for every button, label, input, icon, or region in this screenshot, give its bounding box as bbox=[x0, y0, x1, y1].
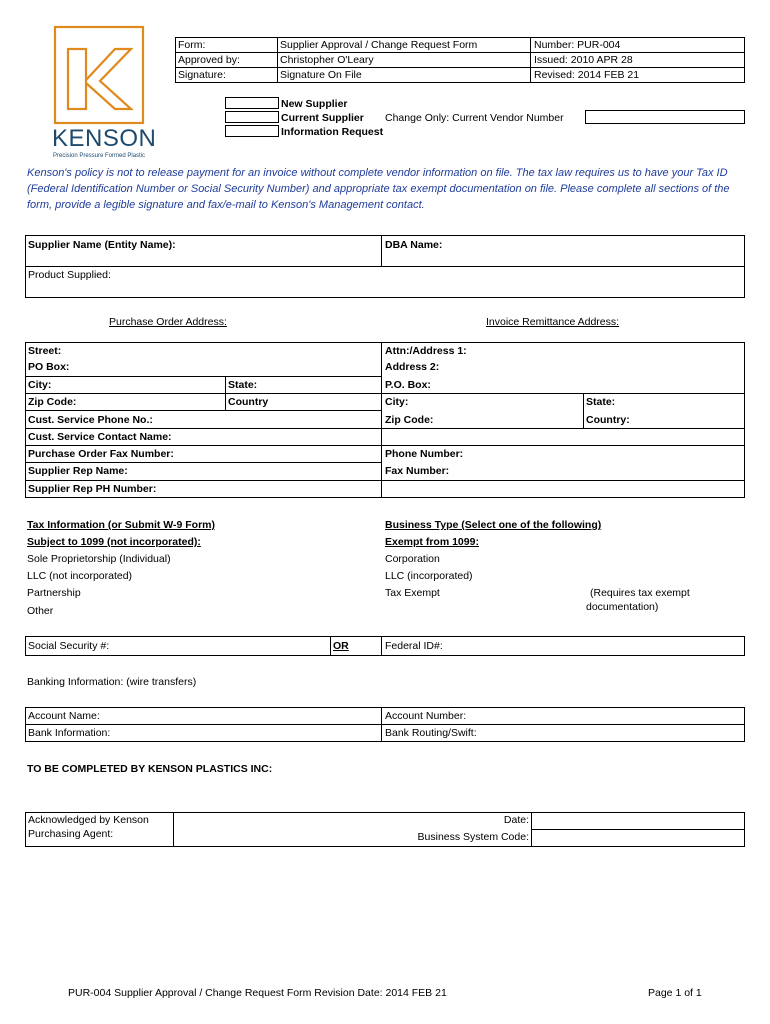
header-label-form: Form: bbox=[178, 39, 206, 51]
dba-name-label[interactable]: DBA Name: bbox=[385, 239, 443, 251]
po-fax-label[interactable]: Purchase Order Fax Number: bbox=[28, 448, 174, 460]
ssn-field[interactable]: Social Security #: bbox=[28, 640, 110, 652]
sole-proprietorship-option[interactable]: Sole Proprietorship (Individual) bbox=[27, 553, 171, 565]
or-label: OR bbox=[333, 640, 349, 652]
llc-incorporated-option[interactable]: LLC (incorporated) bbox=[385, 570, 473, 582]
banking-title: Banking Information: (wire transfers) bbox=[27, 676, 197, 688]
po-city-label[interactable]: City: bbox=[28, 379, 52, 391]
po-zip-label[interactable]: Zip Code: bbox=[28, 396, 77, 408]
logo-tagline: Precision Pressure Formed Plastic bbox=[53, 153, 146, 159]
remit-phone-label[interactable]: Phone Number: bbox=[385, 448, 464, 460]
account-name-field[interactable]: Account Name: bbox=[28, 710, 100, 722]
information-request-checkbox[interactable] bbox=[225, 125, 279, 137]
remit-city-label[interactable]: City: bbox=[385, 396, 409, 408]
tax-exempt-note-line1: (Requires tax exempt bbox=[590, 587, 690, 599]
system-code-field[interactable] bbox=[532, 830, 744, 846]
bank-routing-field[interactable]: Bank Routing/Swift: bbox=[385, 727, 477, 739]
tax-exempt-option[interactable]: Tax Exempt bbox=[385, 587, 440, 599]
date-label: Date: bbox=[503, 814, 529, 826]
po-country-label[interactable]: Country bbox=[228, 396, 269, 408]
corporation-option[interactable]: Corporation bbox=[385, 553, 440, 565]
change-only-label: Change Only: Current Vendor Number bbox=[385, 112, 564, 124]
header-value-approver: Christopher O'Leary bbox=[280, 54, 374, 66]
current-supplier-label: Current Supplier bbox=[281, 112, 364, 124]
po-box-label[interactable]: PO Box: bbox=[28, 361, 70, 373]
logo-brand-name: KENSON bbox=[52, 125, 157, 152]
header-label-signature: Signature: bbox=[178, 69, 226, 81]
supplier-rep-name-label[interactable]: Supplier Rep Name: bbox=[28, 465, 128, 477]
product-supplied-label[interactable]: Product Supplied: bbox=[28, 269, 111, 281]
exempt-1099-title: Exempt from 1099: bbox=[385, 536, 479, 548]
remit-state-label[interactable]: State: bbox=[586, 396, 616, 408]
remit-fax-label[interactable]: Fax Number: bbox=[385, 465, 450, 477]
vendor-number-field[interactable] bbox=[585, 110, 745, 124]
header-value-signature: Signature On File bbox=[280, 69, 362, 81]
tax-exempt-note-line2: documentation) bbox=[586, 601, 659, 613]
partnership-option[interactable]: Partnership bbox=[27, 587, 81, 599]
account-number-field[interactable]: Account Number: bbox=[385, 710, 467, 722]
header-value-form: Supplier Approval / Change Request Form bbox=[280, 39, 478, 51]
information-request-label: Information Request bbox=[281, 126, 384, 138]
system-code-label: Business System Code: bbox=[417, 831, 529, 843]
kenson-logo bbox=[50, 25, 157, 165]
kenson-section-title: TO BE COMPLETED BY KENSON PLASTICS INC: bbox=[27, 763, 273, 775]
po-street-label[interactable]: Street: bbox=[28, 345, 62, 357]
new-supplier-checkbox[interactable] bbox=[225, 97, 279, 109]
remit-address2-label[interactable]: Address 2: bbox=[385, 361, 440, 373]
footer-page-number: Page 1 of 1 bbox=[648, 987, 702, 999]
new-supplier-label: New Supplier bbox=[281, 98, 348, 110]
ack-label-line2: Purchasing Agent: bbox=[28, 828, 114, 840]
remit-zip-label[interactable]: Zip Code: bbox=[385, 414, 434, 426]
cust-service-phone-label[interactable]: Cust. Service Phone No.: bbox=[28, 414, 153, 426]
footer-form-info: PUR-004 Supplier Approval / Change Request Form Revision Date: 2014 FEB 21 bbox=[68, 987, 447, 999]
kenson-k-mark-icon bbox=[53, 25, 145, 125]
subject-1099-title: Subject to 1099 (not incorporated): bbox=[27, 536, 201, 548]
ack-label-line1: Acknowledged by Kenson bbox=[28, 814, 149, 826]
remit-address1-label[interactable]: Attn:/Address 1: bbox=[385, 345, 467, 357]
header-meta-number: Number: PUR-004 bbox=[534, 39, 621, 51]
policy-notice: Kenson's policy is not to release payment for an invoice without complete vendor information on file. The tax law requires us to have your Tax ID (Federal Identification Number or Social Security Number) and appropriate tax exempt documentation on file. Please complete all sections of the form, provide a legible signature and fax/e-mail to Kenson's Management contact. bbox=[27, 167, 730, 211]
llc-not-incorporated-option[interactable]: LLC (not incorporated) bbox=[27, 570, 133, 582]
po-address-title: Purchase Order Address: bbox=[109, 316, 227, 328]
business-type-title: Business Type (Select one of the following) bbox=[385, 519, 602, 531]
remit-address-title: Invoice Remittance Address: bbox=[486, 316, 620, 328]
header-meta-revised: Revised: 2014 FEB 21 bbox=[534, 69, 640, 81]
purchasing-agent-field[interactable] bbox=[174, 813, 424, 846]
header-label-approved-by: Approved by: bbox=[178, 54, 240, 66]
bank-information-field[interactable]: Bank Information: bbox=[28, 727, 111, 739]
tax-info-title: Tax Information (or Submit W-9 Form) bbox=[27, 519, 216, 531]
date-field[interactable] bbox=[532, 813, 744, 828]
federal-id-field[interactable]: Federal ID#: bbox=[385, 640, 443, 652]
cust-service-contact-label[interactable]: Cust. Service Contact Name: bbox=[28, 431, 172, 443]
supplier-name-label[interactable]: Supplier Name (Entity Name): bbox=[28, 239, 176, 251]
remit-po-box-label[interactable]: P.O. Box: bbox=[385, 379, 431, 391]
remit-country-label[interactable]: Country: bbox=[586, 414, 630, 426]
other-option[interactable]: Other bbox=[27, 605, 54, 617]
po-state-label[interactable]: State: bbox=[228, 379, 258, 391]
header-meta-issued: Issued: 2010 APR 28 bbox=[534, 54, 633, 66]
supplier-rep-phone-label[interactable]: Supplier Rep PH Number: bbox=[28, 483, 157, 495]
current-supplier-checkbox[interactable] bbox=[225, 111, 279, 123]
